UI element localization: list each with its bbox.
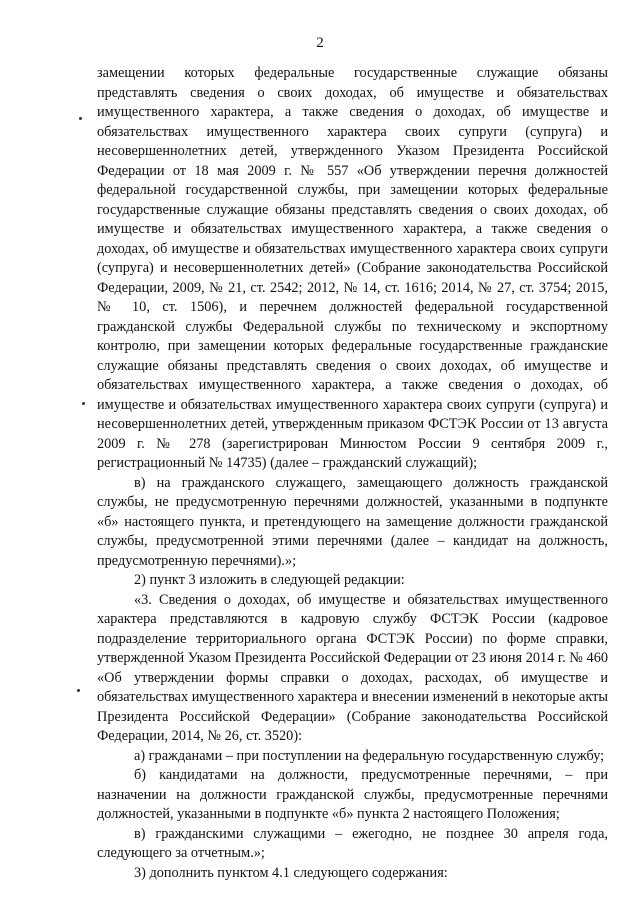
paragraph-subitem-v: в) на гражданского служащего, замещающего должность гражданской службы, не предусмотренную перечнями должностей, указанными в подпункте «б» настоящего пункта, и претендующего на замещение должности гражданской службы, предусмотренной этими перечнями (далее – кандидат на должность, предусмотренную перечнями).»;: [97, 474, 608, 569]
paragraph-item-2: 2) пункт 3 изложить в следующей редакции:: [134, 572, 405, 588]
paragraph-point-3: «3. Сведения о доходах, об имуществе и обязательствах имущественного характера представляются в кадровую службу ФСТЭК России (кадровое подразделение территориального органа ФСТЭК России) по форме справки, утвержденной Указом Президента Российской Федерации от 23 июня 2014 г. № 460 «Об утверждении формы справки о доходах, расходах, об имуществе и обязательствах имущественного характера и внесении изменений в некоторые акты Президента Российской Федерации» (Собрание законодательства Российской Федерации, 2014, № 26, ст. 3520):: [97, 591, 608, 744]
paragraph-subitem-v2: в) гражданскими служащими – ежегодно, не позднее 30 апреля года, следующего за отчетным.»;: [97, 825, 608, 861]
scan-speck: [77, 689, 80, 692]
paragraph-subitem-b: б) кандидатами на должности, предусмотренные перечнями, – при назначении на должности гражданской службы, предусмотренные перечнями должностей, указанными в подпункте «б» пункта 2 настоящего Положения;: [97, 767, 608, 822]
paragraph-subitem-a: а) гражданами – при поступлении на федеральную государственную службу;: [134, 747, 605, 764]
paragraph-item-3: 3) дополнить пунктом 4.1 следующего содержания:: [134, 864, 448, 881]
paragraph-continuation: замещении которых федеральные государственные служащие обязаны представлять сведения о своих доходах, об имуществе и обязательствах имущественного характера, а также сведения о доходах, об имуществе и обязательствах имущественного характера своих супруги (супруга) и несовершеннолетних детей, утвержденного Указом Президента Российской Федерации от 18 мая 2009 г. № 557 «Об утверждении перечня должностей федеральной государственной службы, при замещении которых федеральные государственные служащие обязаны представлять сведения о своих доходах, об имуществе и обязательствах имущественного характера, а также сведения о доходах, об имуществе и обязательствах имущественного характера своих супруги (супруга) и несовершеннолетних детей» (Собрание законодательства Российской Федерации, 2009, № 21, ст. 2542; 2012, № 14, ст. 1616; 2014, № 27, ст. 3754; 2015, № 10, ст. 1506), и перечнем должностей федеральной государственной гражданской службы Федеральной службы по техническому и экспортному контролю, при замещении которых федеральные государственные гражданские служащие обязаны представлять сведения о своих доходах, об имуществе и обязательствах имущественного характера, а также сведения о доходах, об имуществе и обязательствах имущественного характера своих супруги (супруга) и несовершеннолетних детей, утвержденным приказом ФСТЭК России от 13 августа 2009 г. № 278 (зарегистрирован Минюстом России 9 сентября 2009 г., регистрационный № 14735) (далее – гражданский служащий);: [97, 65, 608, 471]
page-number: 2: [316, 35, 324, 51]
document-body: [97, 64, 608, 883]
scan-speck: [79, 117, 82, 120]
scan-speck: [82, 402, 85, 405]
